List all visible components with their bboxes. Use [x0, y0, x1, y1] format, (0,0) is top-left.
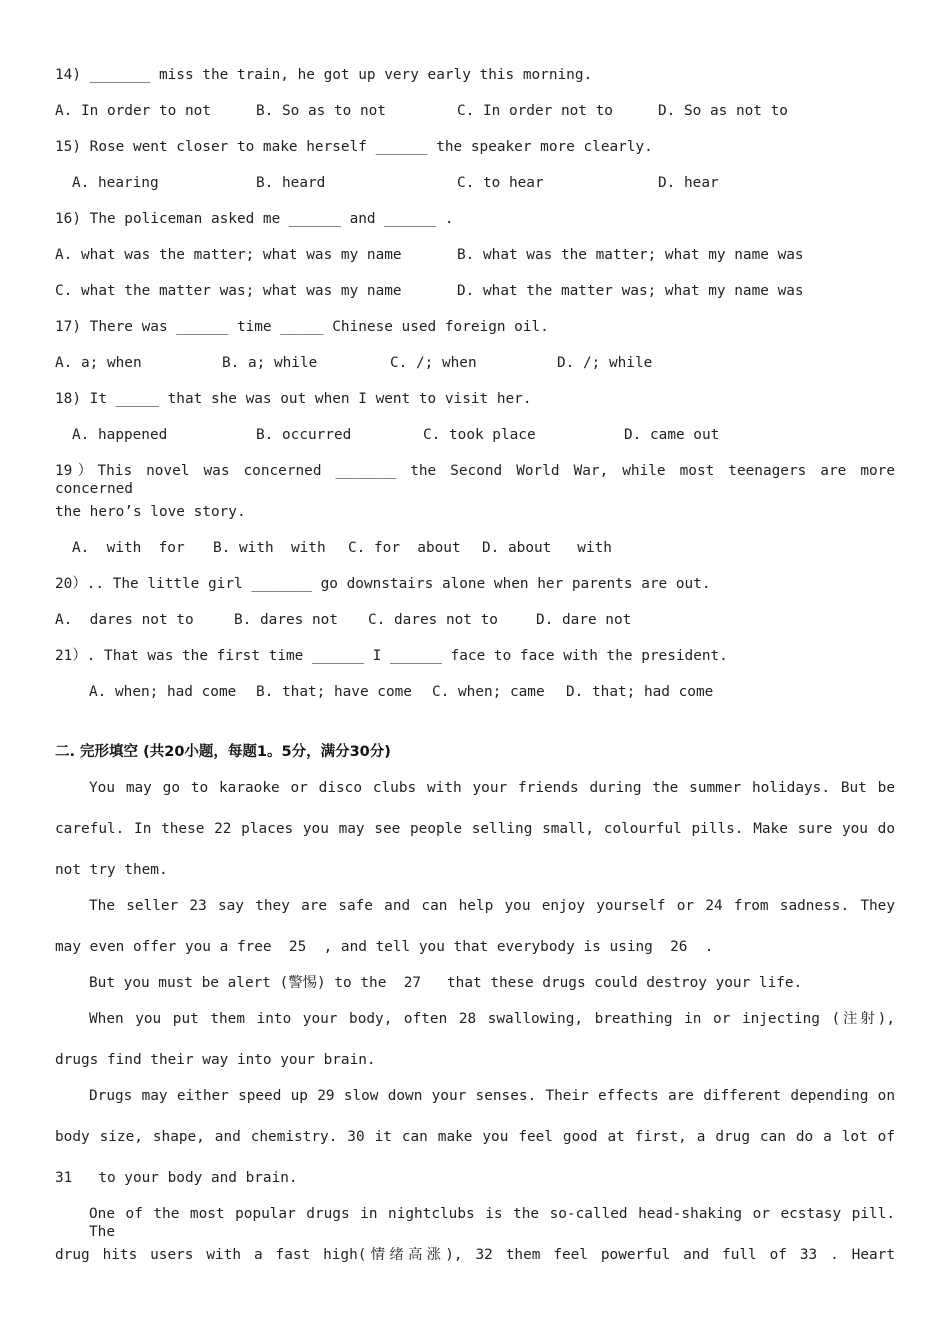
- q18-option-a: A. happened: [72, 427, 168, 443]
- passage-line-4: The seller 23 say they are safe and can help you enjoy yourself or 24 from sadness. They: [89, 898, 895, 914]
- q16-option-a: A. what was the matter; what was my name: [55, 247, 402, 263]
- passage-line-13: drug hits users with a fast high(情绪高涨), 32 them feel powerful and full of 33 . Heart: [55, 1247, 895, 1263]
- passage-line-1: You may go to karaoke or disco clubs with your friends during the summer holidays. But be: [89, 780, 895, 796]
- q15-option-c: C. to hear: [457, 175, 544, 191]
- q20-option-c: C. dares not to: [368, 612, 498, 628]
- q20-option-d: D. dare not: [536, 612, 632, 628]
- question-19-stem-cont: the hero’s love story.: [55, 504, 246, 520]
- q17-option-b: B. a; while: [222, 355, 318, 371]
- passage-line-9: Drugs may either speed up 29 slow down your senses. Their effects are different depending on: [89, 1088, 895, 1104]
- passage-line-11: 31 to your body and brain.: [55, 1170, 298, 1186]
- passage-line-5: may even offer you a free 25 , and tell you that everybody is using 26 .: [55, 939, 714, 955]
- q18-option-c: C. took place: [423, 427, 536, 443]
- q19-option-d: D. about with: [482, 540, 612, 556]
- passage-line-3: not try them.: [55, 862, 168, 878]
- q15-option-d: D. hear: [658, 175, 719, 191]
- question-14-stem: 14) _______ miss the train, he got up very early this morning.: [55, 67, 593, 83]
- q21-option-c: C. when; came: [432, 684, 545, 700]
- q17-option-c: C. /; when: [390, 355, 477, 371]
- q21-option-d: D. that; had come: [566, 684, 714, 700]
- q20-option-b: B. dares not: [234, 612, 338, 628]
- q19-option-a: A. with for: [72, 540, 185, 556]
- question-21-stem: 21）. That was the first time ______ I ______ face to face with the president.: [55, 648, 728, 664]
- question-19-stem: 19）This novel was concerned _______ the Second World War, while most teenagers are more concerned: [55, 463, 895, 497]
- q19-option-b: B. with with: [213, 540, 326, 556]
- q21-option-b: B. that; have come: [256, 684, 412, 700]
- q15-option-b: B. heard: [256, 175, 326, 191]
- passage-line-8: drugs find their way into your brain.: [55, 1052, 376, 1068]
- q21-option-a: A. when; had come: [89, 684, 237, 700]
- q16-option-b: B. what was the matter; what my name was: [457, 247, 804, 263]
- q16-option-c: C. what the matter was; what was my name: [55, 283, 402, 299]
- section-2-heading: 二. 完形填空 (共20小题，每题1。5分，满分30分): [55, 744, 391, 760]
- passage-line-10: body size, shape, and chemistry. 30 it can make you feel good at first, a drug can do a lot of: [55, 1129, 895, 1145]
- q18-option-b: B. occurred: [256, 427, 352, 443]
- q15-option-a: A. hearing: [72, 175, 159, 191]
- q14-option-a: A. In order to not: [55, 103, 211, 119]
- q14-option-b: B. So as to not: [256, 103, 386, 119]
- q20-option-a: A. dares not to: [55, 612, 194, 628]
- q18-option-d: D. came out: [624, 427, 720, 443]
- q14-option-c: C. In order not to: [457, 103, 613, 119]
- q17-option-d: D. /; while: [557, 355, 653, 371]
- q14-option-d: D. So as not to: [658, 103, 788, 119]
- question-20-stem: 20）.. The little girl _______ go downstairs alone when her parents are out.: [55, 576, 711, 592]
- passage-line-6: But you must be alert (警惕) to the 27 that these drugs could destroy your life.: [89, 975, 803, 991]
- passage-line-7: When you put them into your body, often 28 swallowing, breathing in or injecting (注射),: [89, 1011, 895, 1027]
- question-18-stem: 18) It _____ that she was out when I went to visit her.: [55, 391, 532, 407]
- q17-option-a: A. a; when: [55, 355, 142, 371]
- q16-option-d: D. what the matter was; what my name was: [457, 283, 804, 299]
- question-17-stem: 17) There was ______ time _____ Chinese used foreign oil.: [55, 319, 549, 335]
- question-16-stem: 16) The policeman asked me ______ and ______ .: [55, 211, 454, 227]
- passage-line-12: One of the most popular drugs in nightclubs is the so-called head-shaking or ecstasy pill. The: [89, 1206, 895, 1240]
- question-15-stem: 15) Rose went closer to make herself ______ the speaker more clearly.: [55, 139, 653, 155]
- passage-line-2: careful. In these 22 places you may see people selling small, colourful pills. Make sure you do: [55, 821, 895, 837]
- q19-option-c: C. for about: [348, 540, 461, 556]
